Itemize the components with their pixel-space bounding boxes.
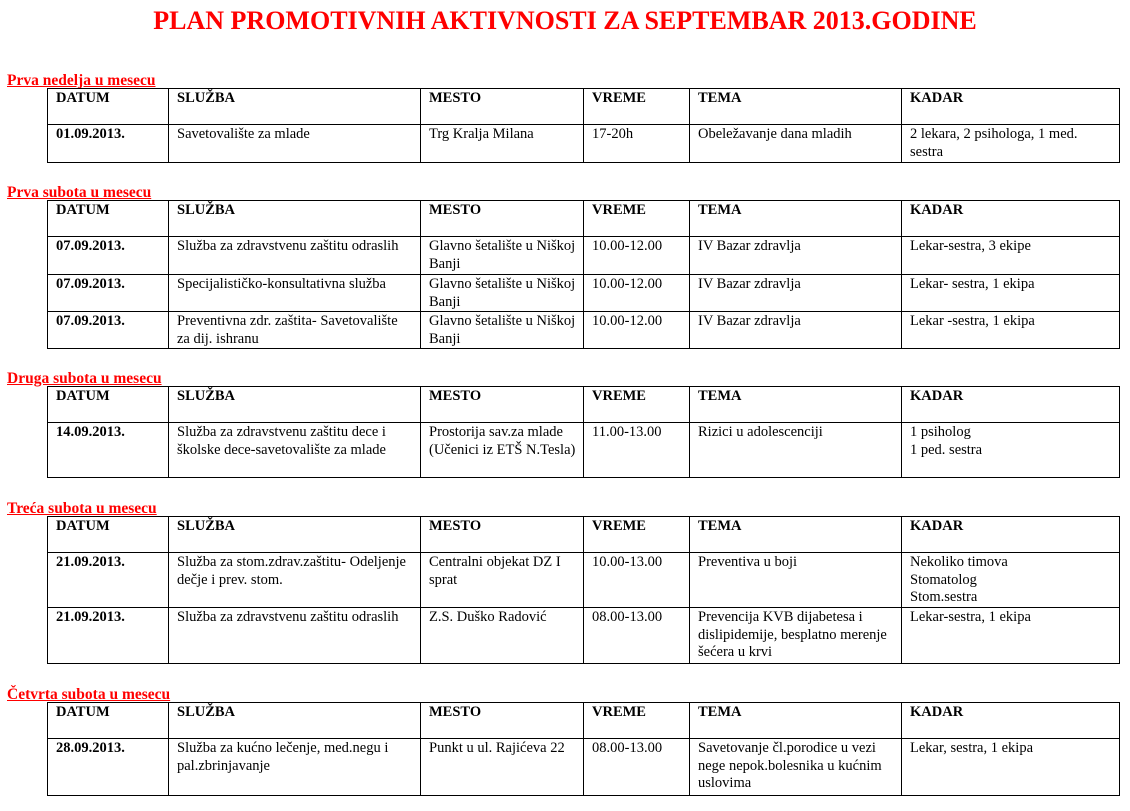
table-header-row — [48, 387, 1120, 423]
column-header-datum: DATUM — [48, 201, 169, 237]
cell-kadar — [902, 275, 1120, 312]
cell-mesto: Z.S. Duško Radović — [421, 608, 584, 664]
cell-vreme: 10.00-12.00 — [584, 275, 690, 312]
column-header-mesto: MESTO — [421, 201, 584, 237]
schedule-table — [47, 702, 1120, 796]
schedule-table — [47, 386, 1120, 478]
column-header-sluzba: SLUŽBA — [169, 517, 421, 553]
section-heading: Treća subota u mesecu — [7, 500, 157, 517]
cell-sluzba: Služba za zdravstvenu zaštitu dece i školske dece-savetovalište za mlade — [169, 423, 421, 478]
column-header-tema: TEMA — [690, 703, 902, 739]
kadar-line: Stomatolog — [910, 571, 977, 588]
table-header-row — [48, 89, 1120, 125]
column-header-vreme: VREME — [584, 201, 690, 237]
kadar-line: Lekar-sestra, 3 ekipe — [910, 238, 1031, 254]
page-title: PLAN PROMOTIVNIH AKTIVNOSTI ZA SEPTEMBAR 2013.GODINE — [153, 6, 977, 35]
column-header-kadar: KADAR — [902, 89, 1120, 125]
cell-vreme: 17-20h — [584, 125, 690, 163]
schedule-table — [47, 516, 1120, 664]
table-row — [48, 423, 1120, 478]
cell-datum: 07.09.2013. — [48, 275, 169, 312]
kadar-line: Lekar, sestra, 1 ekipa — [910, 740, 1034, 756]
column-header-kadar: KADAR — [902, 517, 1120, 553]
cell-vreme: 10.00-12.00 — [584, 237, 690, 275]
column-header-sluzba: SLUŽBA — [169, 201, 421, 237]
cell-sluzba: Preventivna zdr. zaštita- Savetovalište za dij. ishranu — [169, 312, 421, 349]
cell-mesto: Glavno šetalište u Niškoj Banji — [421, 237, 584, 275]
cell-tema: Prevencija KVB dijabetesa i dislipidemije, besplatno merenje šećera u krvi — [690, 608, 902, 664]
section-heading: Druga subota u mesecu — [7, 370, 162, 387]
cell-mesto: Punkt u ul. Rajićeva 22 — [421, 739, 584, 796]
cell-tema: IV Bazar zdravlja — [690, 275, 902, 312]
kadar-line: Nekoliko timova — [910, 554, 1008, 570]
table-header-row — [48, 517, 1120, 553]
column-header-sluzba: SLUŽBA — [169, 387, 421, 423]
kadar-line: 2 lekara, 2 psihologa, 1 med. sestra — [910, 126, 1078, 160]
column-header-kadar: KADAR — [902, 387, 1120, 423]
cell-datum: 01.09.2013. — [48, 125, 169, 163]
cell-datum: 14.09.2013. — [48, 423, 169, 478]
cell-sluzba: Služba za kućno lečenje, med.negu i pal.zbrinjavanje — [169, 739, 421, 796]
cell-sluzba: Savetovalište za mlade — [169, 125, 421, 163]
cell-datum: 21.09.2013. — [48, 608, 169, 664]
cell-tema: IV Bazar zdravlja — [690, 312, 902, 349]
column-header-datum: DATUM — [48, 387, 169, 423]
column-header-tema: TEMA — [690, 517, 902, 553]
cell-kadar — [902, 125, 1120, 163]
cell-tema: Savetovanje čl.porodice u vezi nege nepok.bolesnika u kućnim uslovima — [690, 739, 902, 796]
kadar-line: Stom.sestra — [910, 589, 978, 605]
cell-datum: 07.09.2013. — [48, 237, 169, 275]
column-header-mesto: MESTO — [421, 387, 584, 423]
table-row — [48, 275, 1120, 312]
cell-vreme: 08.00-13.00 — [584, 739, 690, 796]
cell-kadar — [902, 608, 1120, 664]
cell-vreme: 10.00-13.00 — [584, 553, 690, 608]
table-row — [48, 125, 1120, 163]
column-header-vreme: VREME — [584, 89, 690, 125]
column-header-kadar: KADAR — [902, 201, 1120, 237]
cell-mesto: Glavno šetalište u Niškoj Banji — [421, 312, 584, 349]
cell-vreme: 10.00-12.00 — [584, 312, 690, 349]
column-header-sluzba: SLUŽBA — [169, 703, 421, 739]
schedule-table — [47, 88, 1120, 163]
cell-datum: 28.09.2013. — [48, 739, 169, 796]
cell-vreme: 11.00-13.00 — [584, 423, 690, 478]
cell-datum: 07.09.2013. — [48, 312, 169, 349]
kadar-line: Lekar -sestra, 1 ekipa — [910, 313, 1035, 329]
kadar-line: Lekar-sestra, 1 ekipa — [910, 609, 1031, 625]
cell-mesto: Trg Kralja Milana — [421, 125, 584, 163]
table-row — [48, 312, 1120, 349]
column-header-mesto: MESTO — [421, 517, 584, 553]
section-heading: Prva nedelja u mesecu — [7, 72, 156, 89]
cell-tema: Rizici u adolescenciji — [690, 423, 902, 478]
column-header-tema: TEMA — [690, 89, 902, 125]
section-heading: Četvrta subota u mesecu — [7, 686, 171, 703]
table-row — [48, 553, 1120, 608]
cell-sluzba: Služba za zdravstvenu zaštitu odraslih — [169, 237, 421, 275]
column-header-vreme: VREME — [584, 387, 690, 423]
table-row — [48, 608, 1120, 664]
cell-sluzba: Služba za zdravstvenu zaštitu odraslih — [169, 608, 421, 664]
cell-kadar — [902, 739, 1120, 796]
column-header-tema: TEMA — [690, 201, 902, 237]
column-header-mesto: MESTO — [421, 703, 584, 739]
cell-datum: 21.09.2013. — [48, 553, 169, 608]
cell-sluzba: Specijalističko-konsultativna služba — [169, 275, 421, 312]
column-header-datum: DATUM — [48, 703, 169, 739]
cell-tema: Obeležavanje dana mladih — [690, 125, 902, 163]
cell-mesto: Glavno šetalište u Niškoj Banji — [421, 275, 584, 312]
column-header-datum: DATUM — [48, 89, 169, 125]
section-heading: Prva subota u mesecu — [7, 184, 152, 201]
cell-vreme: 08.00-13.00 — [584, 608, 690, 664]
cell-kadar — [902, 237, 1120, 275]
column-header-vreme: VREME — [584, 703, 690, 739]
cell-mesto: Prostorija sav.za mlade (Učenici iz ETŠ N.Tesla) — [421, 423, 584, 478]
column-header-kadar: KADAR — [902, 703, 1120, 739]
cell-kadar — [902, 423, 1120, 478]
column-header-vreme: VREME — [584, 517, 690, 553]
table-header-row — [48, 201, 1120, 237]
cell-kadar — [902, 553, 1120, 608]
table-header-row — [48, 703, 1120, 739]
cell-sluzba: Služba za stom.zdrav.zaštitu- Odeljenje dečje i prev. stom. — [169, 553, 421, 608]
kadar-line: 1 ped. sestra — [910, 441, 983, 458]
kadar-line: 1 psiholog — [910, 424, 971, 440]
table-row — [48, 237, 1120, 275]
cell-mesto: Centralni objekat DZ I sprat — [421, 553, 584, 608]
column-header-datum: DATUM — [48, 517, 169, 553]
cell-tema: IV Bazar zdravlja — [690, 237, 902, 275]
cell-tema: Preventiva u boji — [690, 553, 902, 608]
column-header-sluzba: SLUŽBA — [169, 89, 421, 125]
schedule-table — [47, 200, 1120, 349]
cell-kadar — [902, 312, 1120, 349]
column-header-tema: TEMA — [690, 387, 902, 423]
table-row — [48, 739, 1120, 796]
column-header-mesto: MESTO — [421, 89, 584, 125]
kadar-line: Lekar- sestra, 1 ekipa — [910, 276, 1035, 292]
